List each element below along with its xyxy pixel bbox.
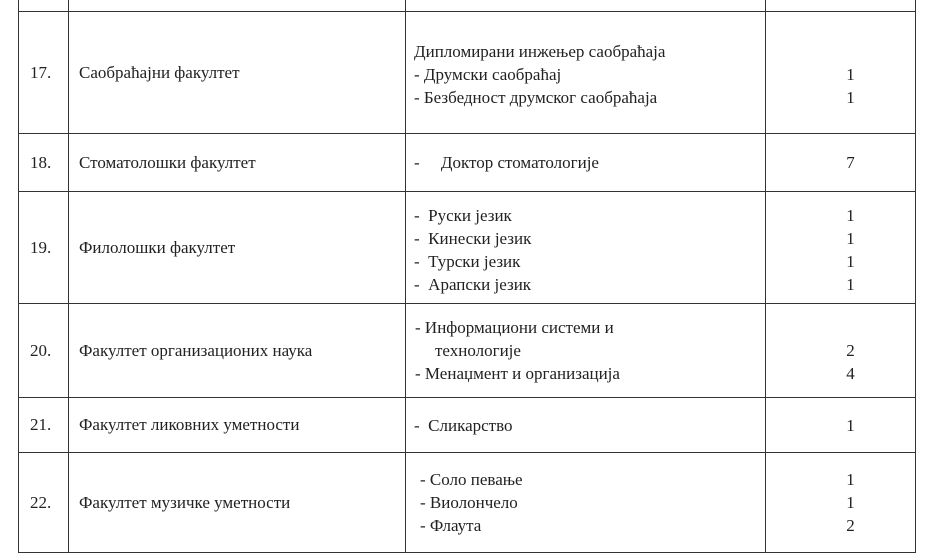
count-item: 2 [846,516,855,535]
faculty-name: Факултет ликовних уметности [69,398,406,453]
program-item: - Турски језик [414,251,521,271]
faculty-name: Саобраћајни факултет [69,12,406,134]
program-list [406,453,766,553]
count-item: 1 [846,493,855,512]
program-item: - Сликарство [414,415,513,435]
faculty-quota-table [18,0,916,553]
program-list [406,304,766,398]
count-item: 1 [846,205,855,225]
count-item [786,40,915,63]
count-item: 1 [846,470,855,489]
row-number: 17. [19,12,69,134]
table-row [19,134,916,192]
row-number: 19. [19,192,69,304]
faculty-name: Факултет музичке уметности [69,453,406,553]
count-item: 2 [846,341,855,360]
faculty-name: Стоматолошки факултет [69,134,406,192]
program-item: Дипломирани инжењер саобраћаја [414,42,666,61]
program-item: - Соло певање [420,470,523,489]
count-list [766,192,916,304]
table-row [19,453,916,553]
program-item: - Друмски саобраћај [414,65,562,84]
program-item: - Флаута [420,516,482,535]
count-item: 1 [846,251,855,271]
count-list [766,453,916,553]
count-item: 1 [846,228,855,248]
program-list [406,134,766,192]
table-row [19,304,916,398]
table-row [19,398,916,453]
table-row-partial [19,0,916,12]
table-row [19,12,916,134]
program-list [406,12,766,134]
program-item: - Информациони системи и [415,318,614,337]
row-number: 18. [19,134,69,192]
count-item [786,316,915,339]
program-item: - Доктор стоматологије [414,153,599,172]
count-list [766,134,916,192]
count-item: 1 [846,65,855,84]
count-list [766,12,916,134]
program-item: технологије [435,341,521,360]
program-list [406,398,766,453]
program-item: - Менаџмент и организација [415,364,620,383]
count-item: 4 [846,364,855,383]
row-number: 20. [19,304,69,398]
program-item: - Виолончело [420,493,518,512]
program-item: - Безбедност друмског саобраћаја [414,88,658,107]
count-item: 1 [846,415,855,435]
count-item: 7 [846,153,855,172]
faculty-name: Факултет организационих наука [69,304,406,398]
program-item: - Кинески језик [414,228,532,248]
row-number: 22. [19,453,69,553]
count-list [766,398,916,453]
faculty-name: Филолошки факултет [69,192,406,304]
table-row [19,192,916,304]
row-number: 21. [19,398,69,453]
program-item: - Руски језик [414,205,512,225]
count-list [766,304,916,398]
program-list [406,192,766,304]
program-item: - Арапски језик [414,274,532,294]
count-item: 1 [846,274,855,294]
count-item: 1 [846,88,855,107]
